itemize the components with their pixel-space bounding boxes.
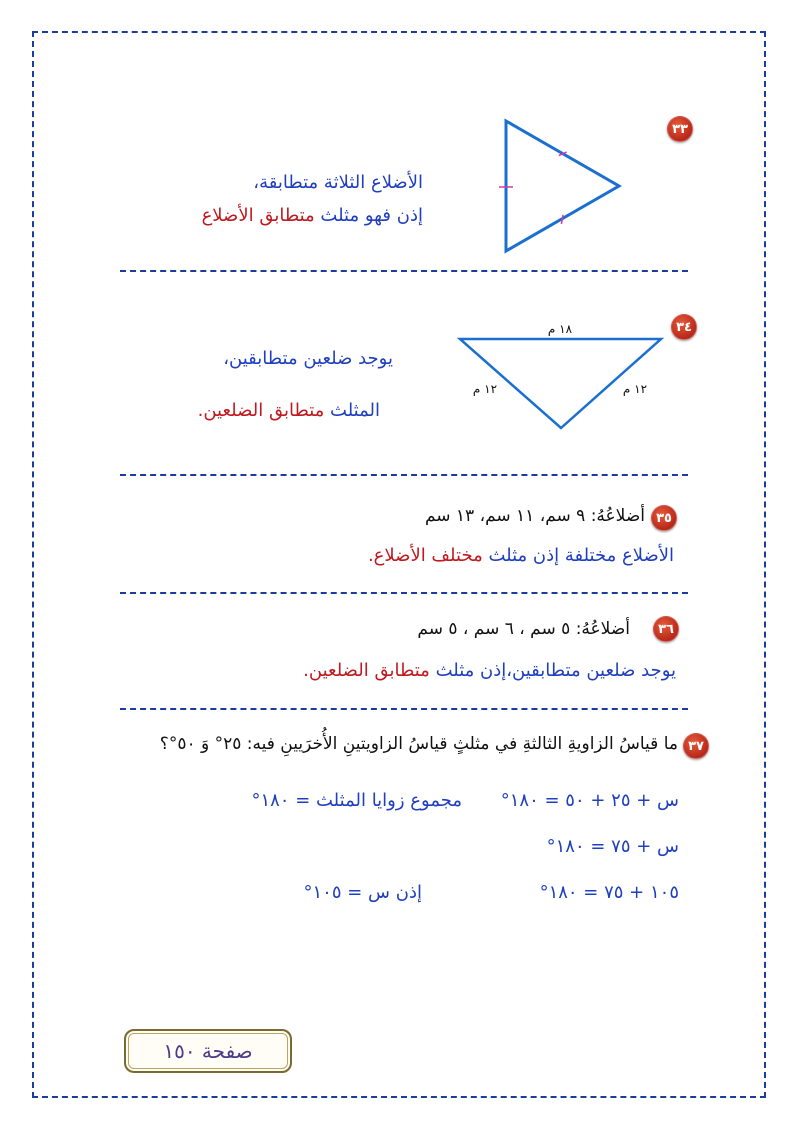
q36-answer [303, 660, 676, 681]
section-divider [120, 474, 688, 476]
q35-question-text: أضلاعُهُ: ٩ سم، ١١ سم، ١٣ سم [424, 506, 645, 526]
q36-answer-highlight: متطابق الضلعين. [303, 660, 430, 681]
page-number-text: صفحة ١٥٠ [163, 1039, 253, 1063]
q37-conclusion: إذن س = ١٠٥° [303, 882, 422, 903]
q35-answer-highlight: مختلف الأضلاع. [367, 545, 483, 566]
question-number-badge-35 [651, 505, 677, 531]
q37-question-text: ما قياسُ الزاويةِ الثالثةِ في مثلثٍ قياسُ الزاويتينِ الأُخرَيينِ فيه: ٢٥° وَ ٥٠°؟ [159, 734, 678, 754]
section-divider [120, 270, 688, 272]
q35-answer-prefix: الأضلاع مختلفة إذن مثلث [488, 545, 674, 566]
left-side-label: ١٢ م [472, 382, 498, 396]
right-side-label: ١٢ م [622, 382, 648, 396]
q37-step1: س + ٢٥ + ٥٠ = ١٨٠° [500, 790, 679, 811]
equilateral-triangle-figure [495, 112, 630, 257]
triangle-outline [506, 121, 619, 251]
question-number: ٣٦ [658, 621, 674, 637]
page-number-label [124, 1029, 292, 1073]
question-number-badge-37 [683, 733, 709, 759]
q33-answer-line2 [202, 205, 423, 226]
question-number-badge-36 [653, 616, 679, 642]
q37-step3: ١٠٥ + ٧٥ = ١٨٠° [539, 882, 679, 903]
q36-answer-prefix: يوجد ضلعين متطابقين،إذن مثلث [435, 660, 676, 681]
q36-question-text: أضلاعُهُ: ٥ سم ، ٦ سم ، ٥ سم [417, 619, 630, 639]
q37-rule: مجموع زوايا المثلث = ١٨٠° [251, 790, 462, 811]
question-number: ٣٤ [676, 319, 692, 335]
section-divider [120, 708, 688, 710]
q34-line2-highlight: متطابق الضلعين. [197, 400, 325, 421]
section-divider [120, 592, 688, 594]
question-number: ٣٧ [688, 738, 704, 754]
q37-step2: س + ٧٥ = ١٨٠° [546, 836, 679, 857]
question-number: ٣٣ [672, 121, 688, 137]
q34-answer-line1: يوجد ضلعين متطابقين، [223, 348, 393, 369]
q34-line2-prefix: المثلث [330, 400, 380, 421]
q34-answer-line2 [198, 400, 380, 421]
question-number: ٣٥ [656, 510, 672, 526]
q33-answer-line1: الأضلاع الثلاثة متطابقة، [253, 172, 423, 193]
top-side-label: ١٨ م [547, 322, 573, 336]
q33-line2-prefix: إذن فهو مثلث [320, 205, 423, 226]
question-number-badge-34 [671, 314, 697, 340]
q35-answer [368, 545, 674, 566]
isosceles-triangle-figure [455, 318, 670, 433]
question-number-badge-33 [667, 116, 693, 142]
q33-line2-highlight: متطابق الأضلاع [201, 205, 315, 226]
